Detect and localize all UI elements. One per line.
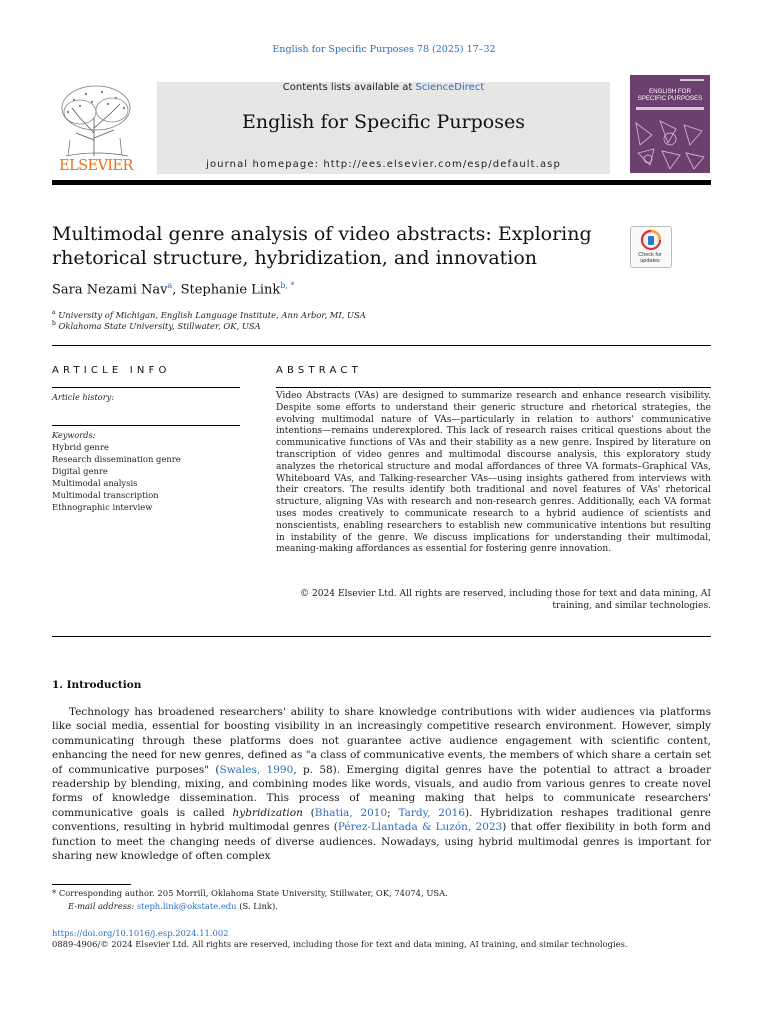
author-name[interactable]: Stephanie Link (180, 282, 281, 298)
article-info-divider (52, 387, 240, 388)
sciencedirect-link[interactable]: ScienceDirect (415, 82, 485, 93)
elsevier-wordmark: ELSEVIER (59, 158, 133, 174)
keyword-item: Research dissemination genre (52, 454, 181, 464)
title-divider (52, 345, 711, 346)
journal-homepage[interactable]: journal homepage: http://ees.elsevier.com/esp/default.asp (206, 159, 561, 170)
keyword-list (52, 441, 181, 513)
keyword-item: Ethnographic interview (52, 502, 153, 512)
keywords-divider (52, 425, 240, 426)
abstract-copyright: © 2024 Elsevier Ltd. All rights are reserved, including those for text and data mining, AI training, and similar technologies. (299, 589, 711, 611)
journal-title: English for Specific Purposes (242, 111, 525, 133)
abstract-heading: ABSTRACT (276, 365, 362, 376)
author-list: Sara Nezami Nav$^a$, Stephanie Link$^{b, *}$ (52, 281, 295, 298)
cover-top-band (680, 79, 704, 81)
abstract-text: Video Abstracts (VAs) are designed to summarize research and enhance research visibility. Despite some efforts to understand their generic structure and rhetorical strategies, the evolving multimodal nature of VAs—particularly in relation to authors' communicative intentions—remains underexplored. This lack of research raises critical questions about the communicative functions of VAs and their stability as a new genre. Inspired by literature on transcription of video genres and multimodal discourse analysis, this exploratory study analyzes the rhetorical structure and modal affordances of three VA formats–Graphical VAs, Whiteboard VAs, and Talking-researcher VAs––using insights gathered from interviews with their creators. The results identify both traditional and novel features of VAs' rhetorical structure, aligning VAs with research and non-research genres. Additionally, each VA format uses modes creatively to communicate research to a hybrid audience of scientists and nonscientists, enabling researchers to establish new communicative intentions but resulting in instability of the genre. We discuss implications for understanding their multimodal, meaning-making affordances as essential for fostering genre innovation. (276, 391, 711, 555)
affiliation-a: $^a$ University of Michigan, English Language Institute, Ann Arbor, MI, USA (52, 309, 366, 320)
footnote-divider (52, 884, 131, 885)
doi-link[interactable]: https://doi.org/10.1016/j.esp.2024.11.002 (52, 928, 229, 938)
keyword-item: Hybrid genre (52, 442, 109, 452)
section-heading-introduction: 1. Introduction (52, 679, 142, 691)
keyword-item: Multimodal analysis (52, 478, 138, 488)
crossmark-icon (631, 227, 671, 253)
cover-title: ENGLISH FOR SPECIFIC PURPOSES (637, 88, 703, 102)
header-divider (52, 180, 711, 185)
author-name[interactable]: Sara Nezami Nav (52, 282, 168, 298)
issn-copyright-line: 0889-4906/© 2024 Elsevier Ltd. All rights are reserved, including those for text and data mining, AI training, and similar technologies. (52, 939, 628, 949)
keywords-label: Keywords: (52, 430, 96, 440)
citation-link[interactable]: Tardy, 2016 (398, 806, 466, 819)
citation-link[interactable]: Pérez-Llantada & Luzón, 2023 (337, 821, 503, 834)
cover-artwork (630, 115, 710, 173)
article-history-label: Article history: (52, 392, 114, 402)
abstract-bottom-divider (52, 636, 711, 637)
keyword-item: Multimodal transcription (52, 490, 159, 500)
author-affiliation-marker[interactable]: a (167, 281, 173, 290)
corresponding-author-footnote: * Corresponding author. 205 Morrill, Oklahoma State University, Stillwater, OK, 74074, USA. (52, 888, 448, 898)
article-info-heading: ARTICLE INFO (52, 365, 171, 376)
introduction-paragraph: Technology has broadened researchers' ability to share knowledge contributions with wider audiences via platforms like social media, essential for boosting visibility in an increasingly competitive research environment. However, simply communicating through these platforms does not guarantee active audience engagement with scientific content, enhancing the need for new genres, defined as "a class of communicative events, the members of which share a certain set of communicative purposes" (Swales, 1990, p. 58). Emerging digital genres have the potential to attract a broader readership by blending, mixing, and combining modes like words, visuals, and audio from various genres to create novel forms of knowledge dissemination. This process of meaning making that helps to communicate researchers' communicative goals is called hybridization (Bhatia, 2010; Tardy, 2016). Hybridization reshapes traditional genre conventions, resulting in hybrid multimodal genres (Pérez-Llantada & Luzón, 2023) that offer flexibility in both form and function to meet the changing needs of diverse audiences. Nowadays, using hybrid multimodal genres is important for sharing new knowledge of often complex (52, 706, 711, 863)
journal-cover-thumbnail[interactable] (630, 75, 710, 173)
journal-reference-link[interactable]: English for Specific Purposes 78 (2025) 17–32 (272, 44, 496, 55)
italic-term: hybridization (232, 806, 303, 819)
check-for-updates-label: Check for updates (638, 252, 662, 264)
citation-link[interactable]: Bhatia, 2010 (314, 806, 388, 819)
contents-prefix: Contents lists available at (282, 82, 416, 93)
email-link[interactable]: steph.link@okstate.edu (136, 901, 237, 911)
author-affiliation-marker[interactable]: b, * (280, 281, 295, 290)
article-title: Multimodal genre analysis of video abstracts: Exploring rhetorical structure, hybridization, and innovation (52, 223, 592, 269)
email-footnote: E-mail address: steph.link@okstate.edu (S. Link). (68, 901, 278, 911)
keyword-item: Digital genre (52, 466, 108, 476)
cover-band (636, 107, 704, 110)
affiliation-b: $^b$ Oklahoma State University, Stillwater, OK, USA (52, 320, 261, 331)
citation-link[interactable]: Swales, 1990 (219, 763, 294, 776)
abstract-divider (276, 387, 711, 388)
contents-line (157, 82, 610, 93)
